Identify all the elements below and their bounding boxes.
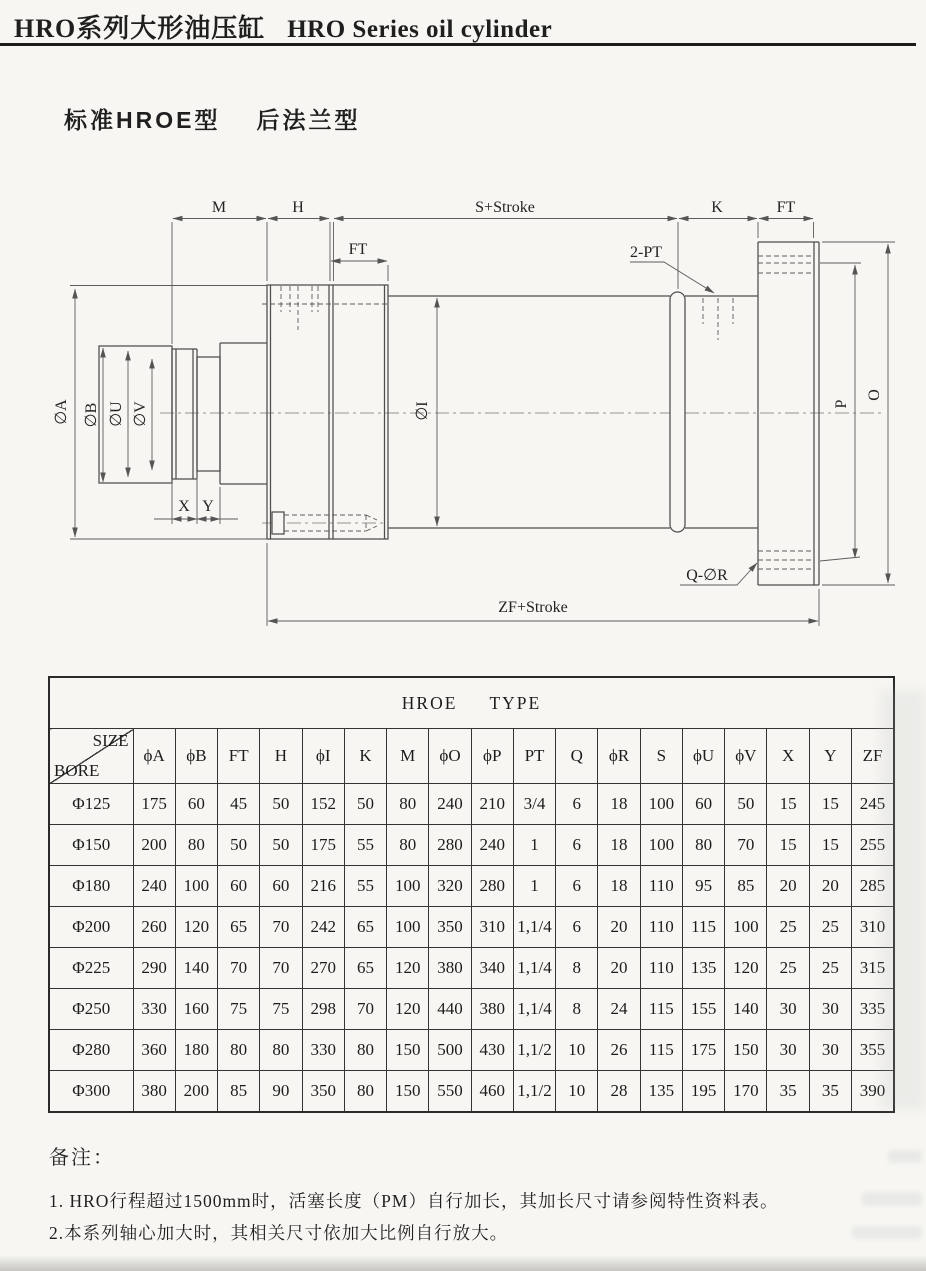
value-cell: 10 xyxy=(556,1030,598,1071)
page-title-zh: HRO系列大形油压缸 xyxy=(14,14,266,43)
value-cell: 140 xyxy=(175,948,217,989)
value-cell: 1,1/2 xyxy=(513,1071,555,1113)
dim-label-o: O xyxy=(866,389,883,401)
value-cell: 20 xyxy=(598,948,640,989)
dim-label-phi-b: ∅B xyxy=(83,402,100,428)
value-cell: 315 xyxy=(852,948,894,989)
value-cell: 15 xyxy=(767,784,809,825)
value-cell: 110 xyxy=(640,907,682,948)
cylinder-body-outline xyxy=(99,242,819,585)
value-cell: 18 xyxy=(598,825,640,866)
bore-cell: Φ180 xyxy=(49,866,133,907)
value-cell: 240 xyxy=(429,784,471,825)
value-cell: 500 xyxy=(429,1030,471,1071)
value-cell: 210 xyxy=(471,784,513,825)
value-cell: 18 xyxy=(598,866,640,907)
value-cell: 290 xyxy=(133,948,175,989)
value-cell: 135 xyxy=(682,948,724,989)
column-header: K xyxy=(344,729,386,784)
value-cell: 100 xyxy=(387,907,429,948)
value-cell: 260 xyxy=(133,907,175,948)
value-cell: 100 xyxy=(725,907,767,948)
value-cell: 120 xyxy=(175,907,217,948)
value-cell: 340 xyxy=(471,948,513,989)
value-cell: 285 xyxy=(852,866,894,907)
value-cell: 115 xyxy=(640,989,682,1030)
value-cell: 50 xyxy=(260,784,302,825)
column-header: ZF xyxy=(852,729,894,784)
value-cell: 280 xyxy=(471,866,513,907)
value-cell: 25 xyxy=(767,907,809,948)
value-cell: 65 xyxy=(344,948,386,989)
column-header: ϕU xyxy=(682,729,724,784)
value-cell: 180 xyxy=(175,1030,217,1071)
corner-size-label: SIZE xyxy=(92,731,129,750)
value-cell: 6 xyxy=(556,907,598,948)
value-cell: 280 xyxy=(429,825,471,866)
dim-label-phi-a: ∅A xyxy=(53,399,70,425)
value-cell: 115 xyxy=(682,907,724,948)
value-cell: 35 xyxy=(809,1071,851,1113)
value-cell: 160 xyxy=(175,989,217,1030)
bore-cell: Φ250 xyxy=(49,989,133,1030)
value-cell: 85 xyxy=(725,866,767,907)
table-row xyxy=(49,784,894,825)
value-cell: 80 xyxy=(682,825,724,866)
column-header: Q xyxy=(556,729,598,784)
corner-bore-label: BORE xyxy=(54,761,100,780)
value-cell: 195 xyxy=(682,1071,724,1113)
table-row xyxy=(49,907,894,948)
value-cell: 75 xyxy=(260,989,302,1030)
value-cell: 240 xyxy=(133,866,175,907)
note-item: 2.本系列轴心加大时，其相关尺寸依加大比例自行放大。 xyxy=(49,1223,509,1243)
value-cell: 550 xyxy=(429,1071,471,1113)
value-cell: 80 xyxy=(387,784,429,825)
value-cell: 150 xyxy=(387,1030,429,1071)
value-cell: 460 xyxy=(471,1071,513,1113)
scan-artifact xyxy=(0,1255,926,1271)
page-title-en: HRO Series oil cylinder xyxy=(287,16,553,43)
value-cell: 175 xyxy=(133,784,175,825)
column-header: ϕR xyxy=(598,729,640,784)
value-cell: 298 xyxy=(302,989,344,1030)
value-cell: 100 xyxy=(387,866,429,907)
value-cell: 150 xyxy=(387,1071,429,1113)
bore-cell: Φ125 xyxy=(49,784,133,825)
value-cell: 85 xyxy=(218,1071,260,1113)
dim-label-phi-u: ∅U xyxy=(108,401,125,427)
value-cell: 80 xyxy=(344,1071,386,1113)
value-cell: 6 xyxy=(556,784,598,825)
bore-cell: Φ280 xyxy=(49,1030,133,1071)
value-cell: 100 xyxy=(640,825,682,866)
value-cell: 8 xyxy=(556,989,598,1030)
value-cell: 55 xyxy=(344,825,386,866)
value-cell: 30 xyxy=(767,1030,809,1071)
value-cell: 80 xyxy=(175,825,217,866)
value-cell: 380 xyxy=(471,989,513,1030)
value-cell: 15 xyxy=(767,825,809,866)
dim-label-q-phi-r: Q-∅R xyxy=(686,567,728,584)
value-cell: 110 xyxy=(640,866,682,907)
column-header: ϕA xyxy=(133,729,175,784)
column-header: FT xyxy=(218,729,260,784)
value-cell: 30 xyxy=(767,989,809,1030)
value-cell: 310 xyxy=(471,907,513,948)
value-cell: 3/4 xyxy=(513,784,555,825)
value-cell: 152 xyxy=(302,784,344,825)
value-cell: 216 xyxy=(302,866,344,907)
value-cell: 60 xyxy=(260,866,302,907)
dim-label-ft-head: FT xyxy=(348,241,368,258)
value-cell: 270 xyxy=(302,948,344,989)
value-cell: 110 xyxy=(640,948,682,989)
dim-label-y: Y xyxy=(202,498,214,515)
dim-label-p: P xyxy=(833,399,850,409)
dimension-table xyxy=(48,676,895,1113)
value-cell: 80 xyxy=(218,1030,260,1071)
value-cell: 15 xyxy=(809,784,851,825)
value-cell: 80 xyxy=(387,825,429,866)
value-cell: 200 xyxy=(133,825,175,866)
value-cell: 6 xyxy=(556,825,598,866)
value-cell: 100 xyxy=(640,784,682,825)
value-cell: 24 xyxy=(598,989,640,1030)
table-row xyxy=(49,825,894,866)
value-cell: 70 xyxy=(218,948,260,989)
value-cell: 55 xyxy=(344,866,386,907)
column-header: X xyxy=(767,729,809,784)
value-cell: 242 xyxy=(302,907,344,948)
value-cell: 1,1/4 xyxy=(513,907,555,948)
column-header: H xyxy=(260,729,302,784)
value-cell: 50 xyxy=(218,825,260,866)
table-row xyxy=(49,866,894,907)
value-cell: 60 xyxy=(175,784,217,825)
value-cell: 200 xyxy=(175,1071,217,1113)
value-cell: 155 xyxy=(682,989,724,1030)
column-header: M xyxy=(387,729,429,784)
value-cell: 60 xyxy=(682,784,724,825)
value-cell: 330 xyxy=(302,1030,344,1071)
value-cell: 175 xyxy=(302,825,344,866)
dim-label-2pt: 2-PT xyxy=(630,244,662,261)
value-cell: 25 xyxy=(809,948,851,989)
value-cell: 26 xyxy=(598,1030,640,1071)
value-cell: 1 xyxy=(513,825,555,866)
column-header: PT xyxy=(513,729,555,784)
value-cell: 350 xyxy=(429,907,471,948)
centerlines xyxy=(160,413,882,523)
table-row xyxy=(49,989,894,1030)
value-cell: 25 xyxy=(809,907,851,948)
extension-lines xyxy=(70,222,895,626)
value-cell: 245 xyxy=(852,784,894,825)
value-cell: 30 xyxy=(809,1030,851,1071)
size-bore-corner-cell xyxy=(49,729,133,784)
column-header: ϕB xyxy=(175,729,217,784)
notes-heading: 备注： xyxy=(49,1147,115,1169)
value-cell: 80 xyxy=(344,1030,386,1071)
value-cell: 350 xyxy=(302,1071,344,1113)
value-cell: 150 xyxy=(725,1030,767,1071)
value-cell: 100 xyxy=(175,866,217,907)
table-row xyxy=(49,1071,894,1113)
value-cell: 50 xyxy=(260,825,302,866)
dim-label-x: X xyxy=(178,498,190,515)
column-header: Y xyxy=(809,729,851,784)
value-cell: 120 xyxy=(387,948,429,989)
column-header: ϕP xyxy=(471,729,513,784)
value-cell: 28 xyxy=(598,1071,640,1113)
value-cell: 355 xyxy=(852,1030,894,1071)
value-cell: 80 xyxy=(260,1030,302,1071)
value-cell: 90 xyxy=(260,1071,302,1113)
value-cell: 1,1/4 xyxy=(513,948,555,989)
scan-artifact xyxy=(852,1226,922,1239)
value-cell: 120 xyxy=(725,948,767,989)
value-cell: 335 xyxy=(852,989,894,1030)
value-cell: 390 xyxy=(852,1071,894,1113)
value-cell: 10 xyxy=(556,1071,598,1113)
value-cell: 20 xyxy=(598,907,640,948)
value-cell: 50 xyxy=(344,784,386,825)
table-title: HROE TYPE xyxy=(49,677,894,729)
dim-label-k: K xyxy=(711,199,723,216)
value-cell: 70 xyxy=(344,989,386,1030)
value-cell: 1 xyxy=(513,866,555,907)
bore-cell: Φ300 xyxy=(49,1071,133,1113)
dim-label-m: M xyxy=(211,199,227,216)
table-body xyxy=(49,784,894,1113)
value-cell: 8 xyxy=(556,948,598,989)
value-cell: 140 xyxy=(725,989,767,1030)
value-cell: 70 xyxy=(725,825,767,866)
dim-label-s-stroke: S+Stroke xyxy=(475,199,535,216)
value-cell: 15 xyxy=(809,825,851,866)
dim-label-ft-right: FT xyxy=(776,199,796,216)
dim-label-zf-stroke: ZF+Stroke xyxy=(498,599,568,616)
value-cell: 115 xyxy=(640,1030,682,1071)
value-cell: 430 xyxy=(471,1030,513,1071)
value-cell: 18 xyxy=(598,784,640,825)
value-cell: 70 xyxy=(260,907,302,948)
value-cell: 360 xyxy=(133,1030,175,1071)
value-cell: 380 xyxy=(133,1071,175,1113)
value-cell: 70 xyxy=(260,948,302,989)
value-cell: 50 xyxy=(725,784,767,825)
value-cell: 120 xyxy=(387,989,429,1030)
bore-cell: Φ150 xyxy=(49,825,133,866)
value-cell: 20 xyxy=(809,866,851,907)
column-header: S xyxy=(640,729,682,784)
value-cell: 25 xyxy=(767,948,809,989)
value-cell: 1,1/4 xyxy=(513,989,555,1030)
column-header-row xyxy=(49,729,894,784)
value-cell: 35 xyxy=(767,1071,809,1113)
subtitle-rear-flange-type: 后法兰型 xyxy=(256,107,361,133)
subtitle-standard-type: 标准HROE型 xyxy=(64,107,221,133)
value-cell: 240 xyxy=(471,825,513,866)
dim-label-phi-v: ∅V xyxy=(132,401,149,427)
bore-cell: Φ200 xyxy=(49,907,133,948)
bore-cell: Φ225 xyxy=(49,948,133,989)
column-header: ϕO xyxy=(429,729,471,784)
dim-label-phi-i: ∅I xyxy=(414,401,431,421)
value-cell: 135 xyxy=(640,1071,682,1113)
table-title-row xyxy=(49,677,894,729)
value-cell: 20 xyxy=(767,866,809,907)
value-cell: 30 xyxy=(809,989,851,1030)
value-cell: 1,1/2 xyxy=(513,1030,555,1071)
value-cell: 65 xyxy=(344,907,386,948)
hidden-detail-lines xyxy=(262,256,814,569)
value-cell: 6 xyxy=(556,866,598,907)
column-header: ϕV xyxy=(725,729,767,784)
value-cell: 320 xyxy=(429,866,471,907)
value-cell: 255 xyxy=(852,825,894,866)
scan-artifact xyxy=(862,1192,922,1206)
value-cell: 95 xyxy=(682,866,724,907)
value-cell: 75 xyxy=(218,989,260,1030)
value-cell: 310 xyxy=(852,907,894,948)
scan-artifact xyxy=(880,690,926,1110)
value-cell: 65 xyxy=(218,907,260,948)
column-header: ϕI xyxy=(302,729,344,784)
scan-artifact xyxy=(888,1150,922,1163)
value-cell: 170 xyxy=(725,1071,767,1113)
note-item: 1. HRO行程超过1500mm时，活塞长度（PM）自行加长，其加长尺寸请参阅特性资料表。 xyxy=(49,1191,779,1211)
value-cell: 60 xyxy=(218,866,260,907)
value-cell: 45 xyxy=(218,784,260,825)
value-cell: 380 xyxy=(429,948,471,989)
dim-label-h: H xyxy=(292,199,304,216)
table-row xyxy=(49,948,894,989)
value-cell: 330 xyxy=(133,989,175,1030)
value-cell: 440 xyxy=(429,989,471,1030)
table-row xyxy=(49,1030,894,1071)
value-cell: 175 xyxy=(682,1030,724,1071)
